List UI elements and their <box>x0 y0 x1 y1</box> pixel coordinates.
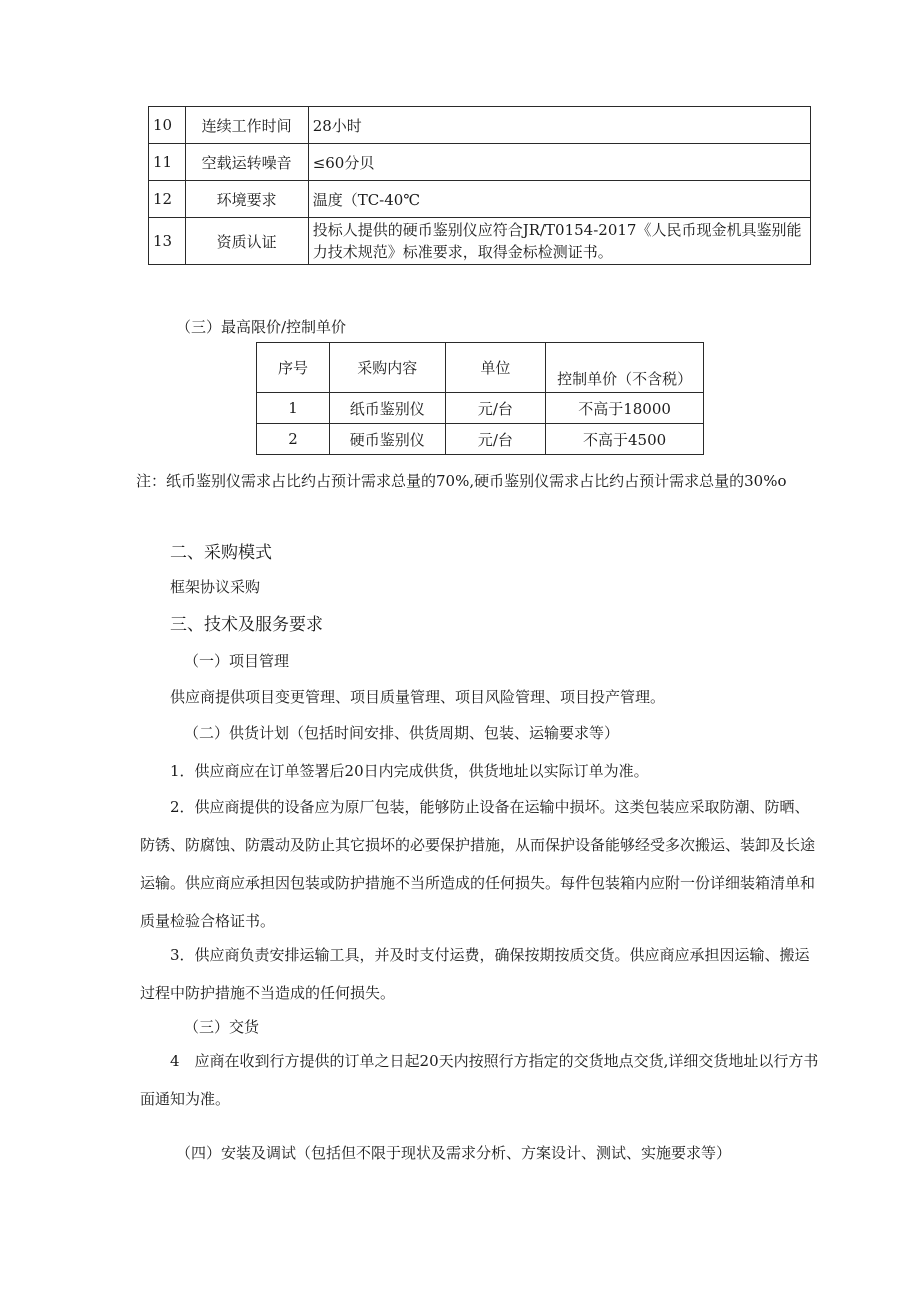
row-number: 13 <box>149 218 186 265</box>
spec-table <box>148 106 811 265</box>
row-number: 10 <box>149 107 186 144</box>
spec-item: 空载运转噪音 <box>185 144 308 181</box>
row-unit: 元/台 <box>445 393 546 424</box>
spec-value: 28小时 <box>308 107 810 144</box>
subsection-3-title: （三）交货 <box>184 1018 260 1036</box>
spec-value: ≤60分贝 <box>308 144 810 181</box>
table-header-row <box>257 343 704 393</box>
row-number: 2 <box>257 424 330 455</box>
supply-item-3: 3．供应商负责安排运输工具，并及时支付运费，确保按期按质交货。供应商应承担因运输、搬运过程中防护措施不当造成的任何损失。 <box>140 946 810 1002</box>
table-row <box>149 218 811 265</box>
header-no: 序号 <box>257 343 330 393</box>
row-number: 1 <box>257 393 330 424</box>
row-price: 不高于18000 <box>546 393 704 424</box>
row-content: 纸币鉴别仪 <box>330 393 445 424</box>
table-row <box>149 107 811 144</box>
table-row <box>149 181 811 218</box>
subsection-2-title: （二）供货计划（包括时间安排、供货周期、包装、运输要求等） <box>184 724 620 742</box>
subsection-1-title: （一）项目管理 <box>184 652 290 670</box>
spec-value: 投标人提供的硬币鉴别仪应符合JR/T0154-2017《人民币现金机具鉴别能力技术规范》标准要求，取得金标检测证书。 <box>308 218 810 265</box>
row-unit: 元/台 <box>445 424 546 455</box>
section-2-body: 框架协议采购 <box>170 578 261 596</box>
row-number: 11 <box>149 144 186 181</box>
section-3-title: 三、技术及服务要求 <box>170 615 323 635</box>
price-table <box>256 342 704 455</box>
row-price: 不高于4500 <box>546 424 704 455</box>
spec-item: 资质认证 <box>185 218 308 265</box>
subsection-4-title: （四）安装及调试（包括但不限于现状及需求分析、方案设计、测试、实施要求等） <box>176 1144 732 1162</box>
supply-item-1: 1．供应商应在订单签署后20日内完成供货，供货地址以实际订单为准。 <box>170 762 649 780</box>
supply-item-2: 2．供应商提供的设备应为原厂包装，能够防止设备在运输中损坏。这类包装应采取防潮、防晒、防锈、防腐蚀、防震动及防止其它损坏的必要保护措施，从而保护设备能够经受多次搬运、装卸及长途运输。供应商应承担因包装或防护措施不当所造成的任何损失。每件包装箱内应附一份详细装箱清单和质量检验合格证书。 <box>140 798 816 930</box>
delivery-item-4: 4 应商在收到行方提供的订单之日起20天内按照行方指定的交货地点交货,详细交货地址以行方书面通知为准。 <box>140 1052 819 1108</box>
subsection-1-body: 供应商提供项目变更管理、项目质量管理、项目风险管理、项目投产管理。 <box>170 688 666 706</box>
price-note: 注：纸币鉴别仪需求占比约占预计需求总量的70%,硬币鉴别仪需求占比约占预计需求总量的30%o <box>136 472 787 490</box>
section-2-title: 二、采购模式 <box>170 543 272 563</box>
row-number: 12 <box>149 181 186 218</box>
table-row <box>149 144 811 181</box>
header-content: 采购内容 <box>330 343 445 393</box>
spec-item: 环境要求 <box>185 181 308 218</box>
row-content: 硬币鉴别仪 <box>330 424 445 455</box>
price-section-title: （三）最高限价/控制单价 <box>176 318 347 336</box>
table-row <box>257 393 704 424</box>
header-unit: 单位 <box>445 343 546 393</box>
header-price: 控制单价（不含税） <box>546 343 704 393</box>
table-row <box>257 424 704 455</box>
spec-item: 连续工作时间 <box>185 107 308 144</box>
spec-value: 温度（TC-40℃ <box>308 181 810 218</box>
